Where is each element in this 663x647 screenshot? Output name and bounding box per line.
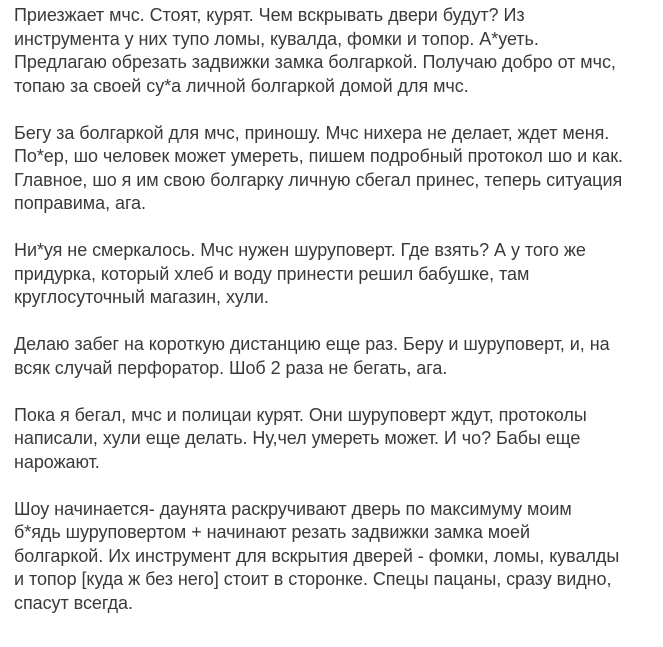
text-line: инструмента у них тупо ломы, кувалда, фомки и топор. А*уеть. [14,28,539,49]
text-line: поправима, ага. [14,193,146,213]
text-line: Главное, шо я им свою болгарку личную сбегал принес, теперь ситуация [14,169,623,190]
text-line: и топор [куда ж без него] стоит в сторонке. Спецы пацаны, сразу видно, [14,569,612,589]
paragraph [14,122,663,216]
paragraph [14,333,663,380]
text-line: круглосуточный магазин, хули. [14,287,269,307]
paragraph [14,4,663,98]
text-line: Предлагаю обрезать задвижки замка болгаркой. Получаю добро от мчс, [14,52,616,72]
text-line: спасут всегда. [14,592,133,613]
text-line: болгаркой. Их инструмент для вскрытия дверей - фомки, ломы, кувалды [14,545,620,566]
text-line: нарожают. [14,451,100,472]
paragraph [14,239,663,310]
text-line: Бегу за болгаркой для мчс, приношу. Мчс нихера не делает, ждет меня. [14,122,610,143]
text-line: Шоу начинается- даунята раскручивают дверь по максимуму моим [14,498,572,519]
paragraph [14,498,663,616]
text-line: Делаю забег на короткую дистанцию еще раз. Беру и шуруповерт, и, на [14,334,610,354]
text-line: написали, хули еще делать. Ну,чел умереть может. И чо? Бабы еще [14,428,581,448]
paragraph [14,404,663,475]
text-line: всяк случай перфоратор. Шоб 2 раза не бегать, ага. [14,357,448,378]
text-line: б*ядь шуруповертом + начинают резать задвижки замка моей [14,522,531,542]
text-line: Приезжает мчс. Стоят, курят. Чем вскрывать двери будут? Из [14,5,525,25]
text-line: топаю за своей су*а личной болгаркой домой для мчс. [14,75,469,96]
text-line: придурка, который хлеб и воду принести решил бабушке, там [14,263,530,284]
text-line: Пока я бегал, мчс и полицаи курят. Они шуруповерт ждут, протоколы [14,404,587,425]
text-line: Ни*уя не смеркалось. Мчс нужен шуруповерт. Где взять? А у того же [14,240,586,260]
text-line: По*ер, шо человек может умереть, пишем подробный протокол шо и как. [14,146,623,166]
